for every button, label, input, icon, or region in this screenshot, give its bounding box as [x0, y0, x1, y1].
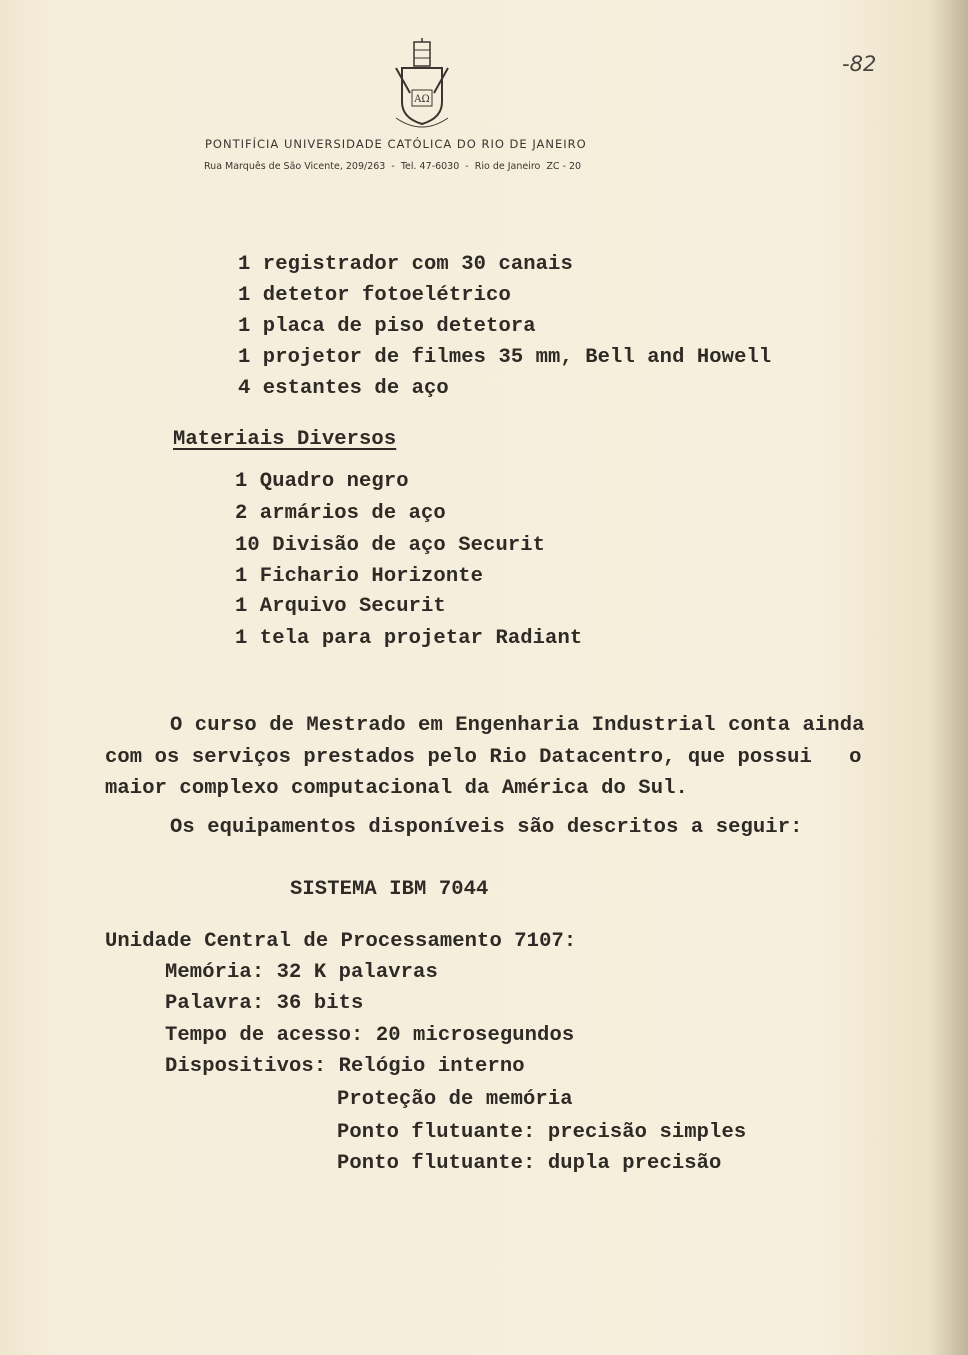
svg-text:AΩ: AΩ	[414, 94, 430, 105]
institution-name: PONTIFÍCIA UNIVERSIDADE CATÓLICA DO RIO DE JANEIRO	[205, 137, 587, 151]
list-item: 4 estantes de aço	[238, 377, 449, 400]
spec-line: Tempo de acesso: 20 microsegundos	[165, 1024, 575, 1047]
section-heading: Materiais Diversos	[173, 428, 397, 451]
spec-line: Dispositivos: Relógio interno	[165, 1055, 525, 1078]
list-item: 2 armários de aço	[235, 502, 446, 525]
page-number: -82	[842, 52, 877, 76]
system-title: SISTEMA IBM 7044	[290, 878, 489, 901]
paragraph-line: com os serviços prestados pelo Rio Datacentro, que possui o	[105, 746, 862, 769]
institution-address: Rua Marquês de São Vicente, 209/263 - Tel. 47-6030 - Rio de Janeiro ZC - 20	[204, 161, 582, 172]
list-item: 1 registrador com 30 canais	[238, 253, 573, 276]
spec-line: Memória: 32 K palavras	[165, 961, 438, 984]
device-line: Ponto flutuante: precisão simples	[337, 1121, 747, 1144]
list-item: 1 Arquivo Securit	[235, 595, 446, 618]
device-line: Proteção de memória	[337, 1088, 573, 1111]
list-item: 1 Quadro negro	[235, 470, 409, 493]
list-item: 1 detetor fotoelétrico	[238, 284, 511, 307]
paragraph-line: maior complexo computacional da América do Sul.	[105, 777, 688, 800]
device-line: Ponto flutuante: dupla precisão	[337, 1152, 722, 1175]
paragraph-line: O curso de Mestrado em Engenharia Industrial conta ainda	[170, 714, 865, 737]
university-crest-logo	[388, 38, 456, 133]
list-item: 1 Fichario Horizonte	[235, 565, 484, 588]
list-item: 1 placa de piso detetora	[238, 315, 536, 338]
cpu-heading: Unidade Central de Processamento 7107:	[105, 930, 577, 953]
intro-text: Os equipamentos disponíveis são descritos a seguir:	[170, 816, 803, 839]
list-item: 1 projetor de filmes 35 mm, Bell and Howell	[238, 346, 772, 369]
list-item: 10 Divisão de aço Securit	[235, 534, 546, 557]
spec-line: Palavra: 36 bits	[165, 992, 364, 1015]
list-item: 1 tela para projetar Radiant	[235, 627, 583, 650]
